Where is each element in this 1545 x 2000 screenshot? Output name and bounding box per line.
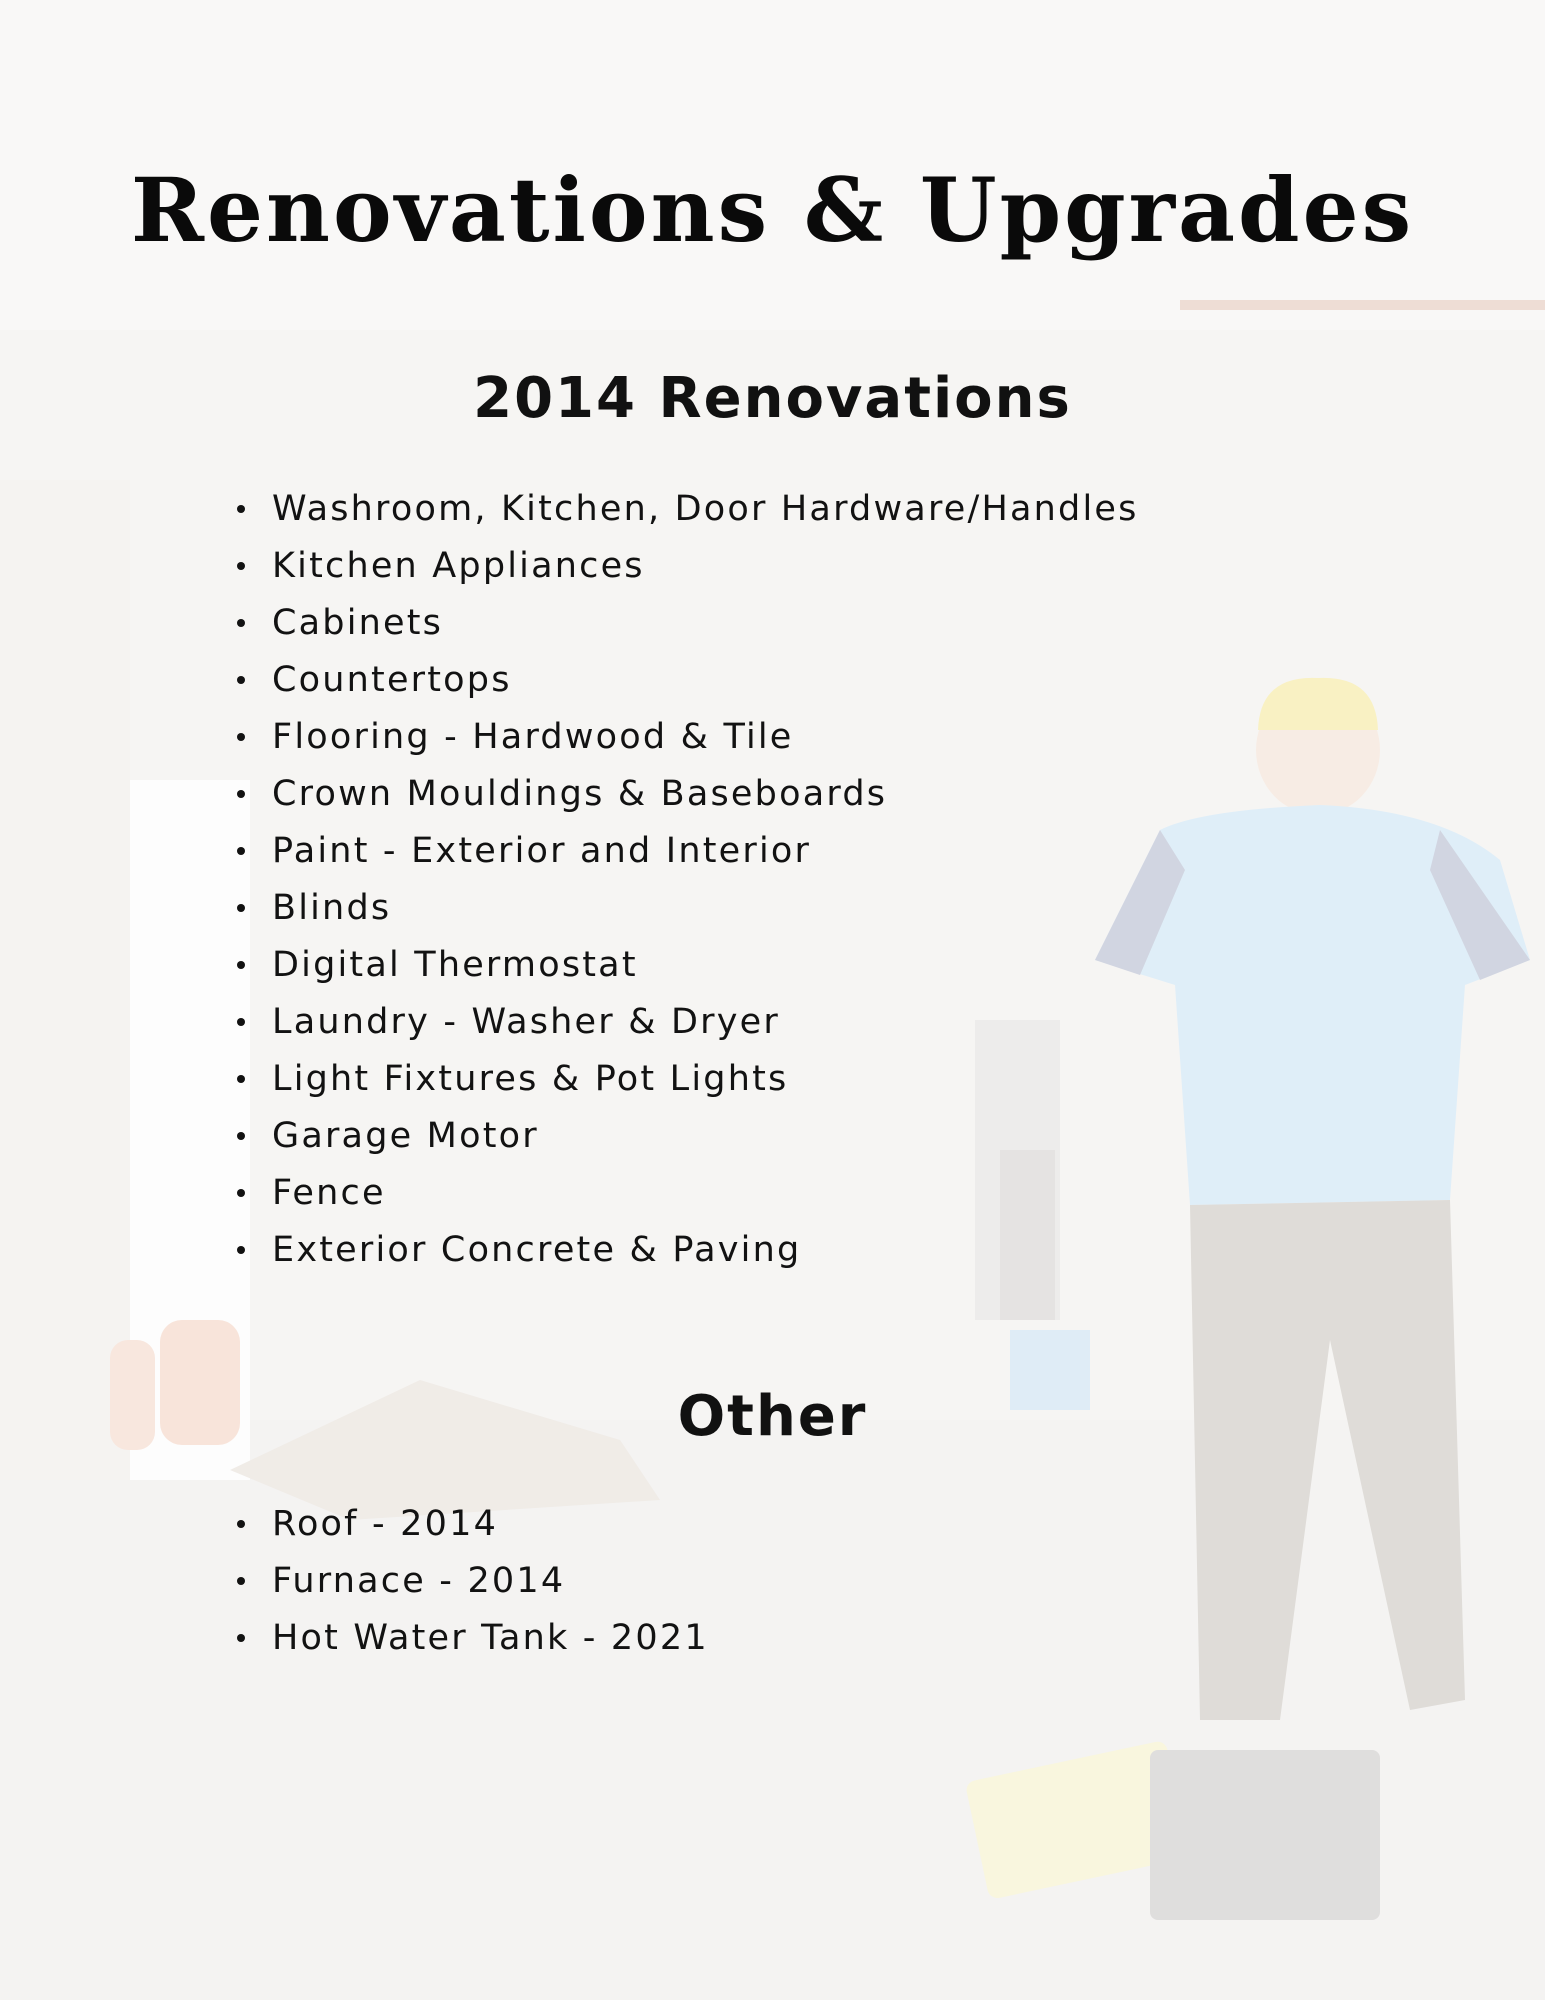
bullet-icon [237, 847, 245, 855]
section-heading-renovations: 2014 Renovations [473, 366, 1072, 431]
bullet-icon [237, 1246, 245, 1254]
list-item-text: Furnace - 2014 [272, 1561, 566, 1601]
bullet-icon [237, 1577, 245, 1585]
list-item [237, 880, 1139, 937]
list-item-text: Roof - 2014 [272, 1504, 499, 1544]
bullet-icon [237, 1520, 245, 1528]
list-item [237, 1496, 709, 1553]
list-item [237, 538, 1139, 595]
bullet-icon [237, 619, 245, 627]
list-item [237, 1553, 709, 1610]
list-item-text: Kitchen Appliances [272, 546, 645, 586]
bullet-icon [237, 790, 245, 798]
list-item-text: Crown Mouldings & Baseboards [272, 774, 888, 814]
list-item-text: Flooring - Hardwood & Tile [272, 717, 794, 757]
list-item-text: Fence [272, 1173, 386, 1213]
list-item [237, 709, 1139, 766]
list-item [237, 481, 1139, 538]
bullet-icon [237, 733, 245, 741]
list-item [237, 1108, 1139, 1165]
list-item-text: Hot Water Tank - 2021 [272, 1618, 709, 1658]
bullet-icon [237, 961, 245, 969]
bullet-icon [237, 1075, 245, 1083]
list-item-text: Laundry - Washer & Dryer [272, 1002, 780, 1042]
list-item [237, 994, 1139, 1051]
list-item [237, 652, 1139, 709]
bullet-icon [237, 505, 245, 513]
list-item [237, 1610, 709, 1667]
list-item [237, 1222, 1139, 1279]
list-item-text: Garage Motor [272, 1116, 539, 1156]
bullet-icon [237, 904, 245, 912]
list-item [237, 1051, 1139, 1108]
list-item-text: Countertops [272, 660, 512, 700]
bullet-icon [237, 1189, 245, 1197]
list-item-text: Washroom, Kitchen, Door Hardware/Handles [272, 489, 1139, 529]
bullet-icon [237, 1018, 245, 1026]
list-item [237, 823, 1139, 880]
list-item [237, 595, 1139, 652]
list-item-text: Paint - Exterior and Interior [272, 831, 812, 871]
list-item-text: Blinds [272, 888, 392, 928]
list-item [237, 937, 1139, 994]
other-list [237, 1496, 709, 1667]
bullet-icon [237, 1634, 245, 1642]
page-title: Renovations & Upgrades [130, 158, 1415, 262]
list-item-text: Exterior Concrete & Paving [272, 1230, 802, 1270]
bullet-icon [237, 1132, 245, 1140]
list-item-text: Digital Thermostat [272, 945, 638, 985]
renovations-list [237, 481, 1139, 1279]
list-item [237, 766, 1139, 823]
bullet-icon [237, 676, 245, 684]
bullet-icon [237, 562, 245, 570]
list-item-text: Light Fixtures & Pot Lights [272, 1059, 789, 1099]
list-item-text: Cabinets [272, 603, 444, 643]
list-item [237, 1165, 1139, 1222]
section-heading-other: Other [677, 1384, 868, 1449]
